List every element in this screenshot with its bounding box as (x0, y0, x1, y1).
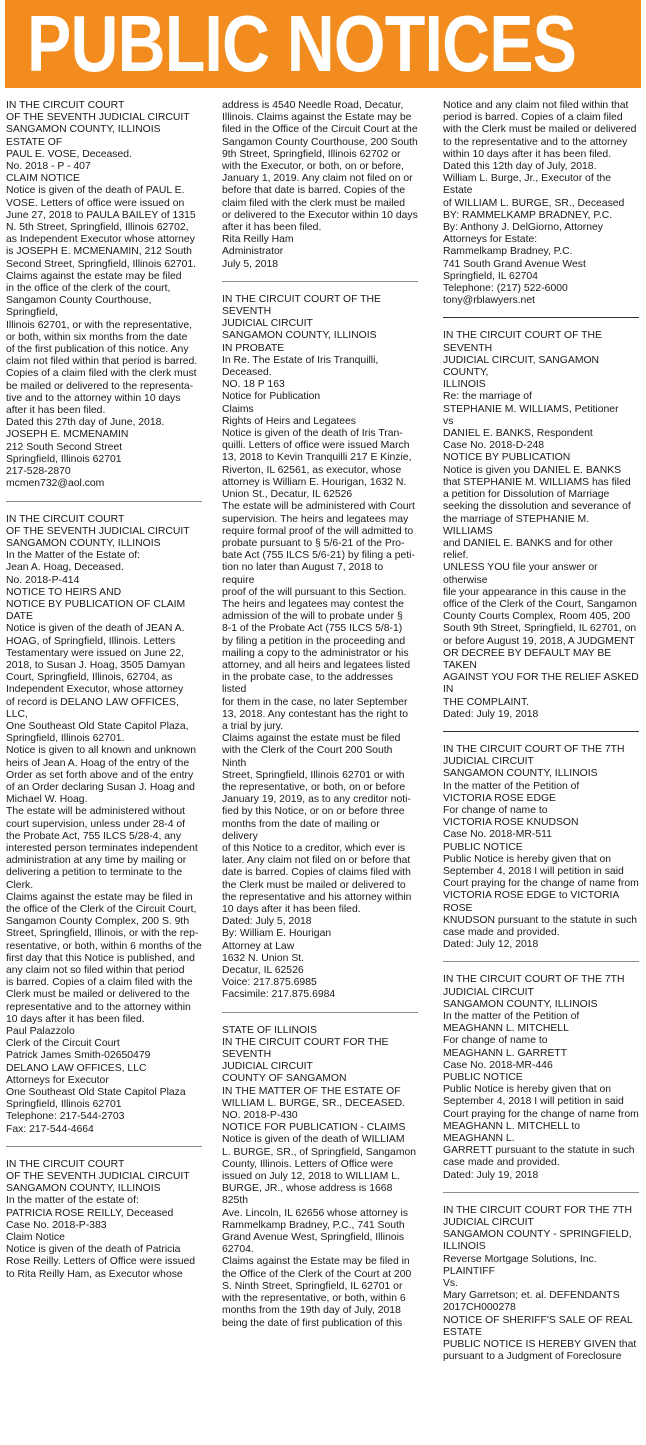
notice-line: Sangamon County Courthouse, 200 South (222, 136, 418, 148)
notice-line: STATE OF ILLINOIS (222, 1024, 317, 1036)
notice-line: Notice and any claim not filed within that (443, 100, 629, 111)
notice-line: L. BURGE, SR., of Springfield, Sangamon (222, 1146, 417, 1158)
notice-line: S. Ninth Street, Springfield, IL 62701 or (222, 1280, 403, 1292)
notice-line: Case No. 2018-MR-446 (443, 1059, 553, 1071)
notice-line: of an Order declaring Susan J. Hoag and (6, 781, 195, 793)
notice-line: tion no later than August 7, 2018 to require (222, 562, 384, 586)
notice-line: with the Executor, or both, on or before, (222, 161, 404, 173)
notice-line: William L. Burge, Jr., Executor of the Estate (443, 173, 612, 197)
notice-line: Telephone: 217-544-2703 (6, 1111, 125, 1123)
notice-line: address is 4540 Needle Road, Decatur, (222, 100, 404, 111)
notice-line: DANIEL E. BANKS, Respondent (443, 428, 593, 440)
notice-line: The heirs and legatees may contest the (222, 598, 404, 610)
notice-line: with the Clerk of the Court 200 South Ninth (222, 745, 393, 769)
notice-line: claim not filed within that period is barred. (6, 356, 198, 368)
notice-line: In the matter of the Petition of (443, 1011, 580, 1023)
notice-line: within 10 days after it has been filed. (443, 148, 612, 160)
notice-line: PUBLIC NOTICE IS HEREBY GIVEN that (443, 1339, 637, 1351)
notice-line: For change of name to (443, 1035, 548, 1047)
notice-line: quilli. Letters of office were issued March (222, 440, 410, 452)
notice-line: Rammelkamp Bradney, P.C. (443, 246, 573, 258)
notice-line: heirs of Jean A. Hoag of the entry of the (6, 757, 190, 769)
notice-line: of this Notice to a creditor, which ever is (222, 842, 406, 854)
notice-line: Mary Garretson; et. al. DEFENDANTS (443, 1290, 620, 1302)
notice-line: first day that this Notice is published, and (6, 952, 195, 964)
notice-line: Claim Notice (6, 1232, 65, 1244)
notice-line: Rights of Heirs and Legatees (222, 415, 357, 427)
notice-line: Sangamon County Courthouse, Springfield, (6, 295, 152, 319)
notice-line: Voice: 217.875.6985 (222, 977, 317, 989)
legal-notice (443, 744, 639, 951)
notice-line: 13, 2018 to Kevin Tranquilli 217 E Kinzie, (222, 452, 412, 464)
notice-line: before that date is barred. Copies of the (222, 185, 406, 197)
notice-line: NOTICE OF SHERIFF'S SALE OF REAL (443, 1314, 633, 1326)
notice-line: MEAGHANN L. MITCHELL to MEAGHANN L. (443, 1120, 581, 1145)
notice-line: Notice is given of the death of WILLIAM (222, 1134, 405, 1146)
notice-line: Rammelkamp Bradney, P.C., 741 South (222, 1219, 405, 1231)
notice-line: Dated: July 12, 2018 (443, 939, 539, 951)
notice-line: BURGE, JR., whose address is 1668 825th (222, 1183, 393, 1207)
notice-line: Illinois. Claims against the Estate may be (222, 112, 412, 124)
notice-line: claim filed with the clerk must be mailed (222, 197, 406, 209)
notice-line: any claim not so filed within that period (6, 965, 185, 977)
notice-line: Case No. 2018-MR-511 (443, 829, 552, 841)
notice-line: Notice is given you DANIEL E. BANKS (443, 464, 622, 476)
notice-line: CLAIM NOTICE (6, 173, 80, 185)
notice-line: the Clerk must be mailed or delivered to (222, 879, 406, 891)
notice-line: office of the Clerk of the Court, Sangamon (443, 598, 637, 610)
legal-notice (443, 100, 639, 307)
notice-line: September 4, 2018 I will petition in said (443, 865, 624, 877)
notice-line: Riverton, IL 62561, as executor, whose (222, 464, 402, 476)
notice-line: admission of the will to probate under § (222, 611, 403, 623)
notice-line: Telephone: (217) 522-6000 (443, 283, 568, 295)
notice-line: attorney is William E. Hourigan, 1632 N. (222, 476, 407, 488)
notice-divider (6, 501, 202, 502)
notice-line: The estate will be administered without (6, 806, 186, 818)
notice-line: delivering a petition to terminate to the (6, 867, 183, 879)
notice-line: Notice is given to all known and unknown (6, 745, 197, 757)
notice-line: 212 South Second Street (6, 441, 123, 453)
notice-line: Claims against the estate must be filed (222, 733, 401, 745)
notice-divider (443, 961, 639, 962)
notice-line: filed in the Office of the Circuit Court at the (222, 124, 418, 136)
notice-line: BY: RAMMELKAMP BRADNEY, P.C. (443, 209, 613, 221)
notice-line: OF THE SEVENTH JUDICIAL CIRCUIT (6, 112, 190, 124)
notice-line: seeking the dissolution and severance of (443, 501, 631, 513)
notice-line: Copies of a claim filed with the clerk must (6, 368, 197, 380)
notice-line: OR DECREE BY DEFAULT MAY BE TAKEN (443, 647, 612, 671)
notice-line: Patrick James Smith-02650479 (6, 1050, 151, 1062)
notice-line: IN THE CIRCUIT COURT OF THE SEVENTH (443, 330, 602, 354)
section-title: PUBLIC NOTICES (27, 0, 577, 88)
notice-line: PUBLIC NOTICE (443, 841, 523, 853)
notice-line: AGAINST YOU FOR THE RELIEF ASKED IN (443, 672, 639, 696)
notice-line: In the Matter of the Estate of: (6, 550, 140, 562)
notice-line: the representative, or both, on or before (222, 781, 406, 793)
notice-line: OF THE SEVENTH JUDICIAL CIRCUIT (6, 525, 190, 537)
notice-line: Public Notice is hereby given that on (443, 1084, 612, 1096)
notice-line: Reverse Mortgage Solutions, Inc. (443, 1253, 597, 1265)
notice-line: later. Any claim not filed on or before that (222, 855, 411, 867)
notice-line: is barred. Copies of a claim filed with the (6, 977, 193, 989)
notice-line: JOSEPH E. MCMENAMIN (6, 429, 129, 441)
notices-column-2 (222, 100, 418, 1330)
notice-line: By: Anthony J. DelGiorno, Attorney (443, 222, 603, 234)
notice-line: file your appearance in this cause in the (443, 586, 627, 598)
notice-line: IN THE CIRCUIT COURT (6, 1158, 125, 1170)
notice-divider (222, 281, 418, 282)
notice-line: For change of name to (443, 804, 548, 816)
notice-line: The estate will be administered with Court (222, 501, 415, 513)
notice-line: ESTATE (443, 1326, 482, 1338)
notice-line: a trial by jury. (222, 720, 284, 732)
notice-line: months from the date of mailing or delivery (222, 818, 380, 842)
legal-notice (222, 1025, 418, 1330)
notice-line: a petition for Dissolution of Marriage (443, 489, 610, 501)
notice-line: Paul Palazzolo (6, 1026, 75, 1038)
notice-line: September 4, 2018 I will petition in said (443, 1096, 624, 1108)
notice-line: Claims against the estate may be filed (6, 270, 182, 282)
notice-line: Union St., Decatur, IL 62526 (222, 489, 353, 501)
legal-notice (222, 100, 418, 271)
notice-line: In Re. The Estate of Iris Tranquilli, (222, 354, 379, 366)
notice-line: Case No. 2018-D-248 (443, 440, 545, 452)
notice-line: County, Illinois. Letters of Office were (222, 1158, 394, 1170)
notice-line: Rita Reilly Ham (222, 234, 294, 246)
notice-line: SANGAMON COUNTY, ILLINOIS (6, 1183, 161, 1195)
notice-line: PATRICIA ROSE REILLY, Deceased (6, 1207, 174, 1219)
notice-line: 2018, to Susan J. Hoag, 3505 Damyan (6, 659, 186, 671)
notice-line: tive and to the attorney within 10 days (6, 392, 181, 404)
notice-line: N. 5th Street, Springfield, Illinois 62702, (6, 222, 189, 234)
notice-line: 1632 N. Union St. (222, 952, 305, 964)
notice-divider (222, 1012, 418, 1013)
notice-line: date is barred. Copies of claims filed with (222, 867, 411, 879)
notice-line: Dated this 12th day of July, 2018. (443, 161, 597, 173)
notice-line: Decatur, IL 62526 (222, 965, 304, 977)
notice-line: in the probate case, to the addresses listed (222, 672, 393, 696)
notice-line: SANGAMON COUNTY, ILLINOIS (6, 537, 161, 549)
notice-line: SANGAMON COUNTY, ILLINOIS (6, 124, 161, 136)
notice-line: County Courts Complex, Room 405, 200 (443, 611, 631, 623)
notice-line: COUNTY OF SANGAMON (222, 1073, 347, 1085)
notices-column-3 (443, 100, 639, 1364)
notice-line: Notice is given of the death of JEAN A. (6, 623, 185, 635)
notice-line: No. 2018 - P - 407 (6, 161, 91, 173)
notice-line: in the office of the clerk of the court, (6, 283, 171, 295)
notice-line: Dated: July 19, 2018 (443, 708, 539, 720)
notice-line: the office of the Clerk of the Circuit Court, (6, 904, 197, 915)
notice-line: MEAGHANN L. MITCHELL (443, 1023, 569, 1035)
notice-line: Order as set forth above and of the entry (6, 769, 194, 781)
notice-line: Public Notice is hereby given that on (443, 853, 612, 865)
notice-line: resentative, or both, within 6 months of the (6, 940, 202, 952)
notice-line: Ave. Lincoln, IL 62656 whose attorney is (222, 1207, 408, 1219)
notice-divider (443, 1192, 639, 1193)
notice-line: Clerk of the Circuit Court (6, 1038, 120, 1050)
notice-line: after it has been filed. (222, 222, 322, 234)
notice-line: Notice is given of the death of Patricia (6, 1244, 181, 1256)
notice-line: or before August 19, 2018, A JUDGMENT (443, 635, 635, 647)
notice-line: Dated: July 19, 2018 (443, 1169, 539, 1181)
notice-line: the representative and his attorney within (222, 891, 412, 903)
notice-line: STEPHANIE M. WILLIAMS, Petitioner (443, 403, 619, 415)
notice-line: bate Act (755 ILCS 5/6-21) by filing a peti- (222, 550, 415, 562)
notice-line: months from the 19th day of July, 2018 (222, 1305, 401, 1317)
notice-line: UNLESS YOU file your answer or otherwise (443, 562, 598, 586)
notice-line: South 9th Street, Springfield, IL 62701, on (443, 623, 637, 635)
notice-line: mailing a copy to the administrator or his (222, 647, 409, 659)
notice-line: IN THE CIRCUIT COURT FOR THE SEVENTH (222, 1036, 389, 1061)
notice-line: OF THE SEVENTH JUDICIAL CIRCUIT (6, 1171, 190, 1183)
notice-line: HOAG, of Springfield, Illinois. Letters (6, 635, 176, 647)
notice-line: Fax: 217-544-4664 (6, 1123, 94, 1135)
notice-line: WILLIAM L. BURGE, SR., DECEASED. (222, 1097, 406, 1109)
notice-line: Notice is given of the death of Iris Tran- (222, 428, 403, 440)
notice-line: JUDICIAL CIRCUIT (222, 1061, 313, 1073)
notice-line: pursuant to a Judgment of Foreclosure (443, 1351, 622, 1363)
notice-line: Springfield, Illinois 62701 (6, 453, 122, 465)
notice-line: case made and provided. (443, 927, 560, 938)
notice-line: Springfield, Illinois 62701 (6, 1099, 122, 1111)
notice-line: NOTICE BY PUBLICATION OF CLAIM DATE (6, 598, 186, 623)
notice-line: MEAGHANN L. GARRETT (443, 1047, 568, 1059)
notice-line: Attorneys for Executor (6, 1074, 109, 1086)
notice-line: No. 2018-P-414 (6, 574, 80, 586)
notice-line: ESTATE OF (6, 136, 63, 148)
notice-line: Street, Springfield, Illinois, or with the rep- (6, 928, 199, 940)
notice-line: tony@rblawyers.net (443, 295, 535, 307)
notice-line: administration at any time by mailing or (6, 855, 187, 867)
notice-line: IN THE MATTER OF THE ESTATE OF (222, 1085, 401, 1097)
notice-line: Court, Springfield, Illinois, 62704, as (6, 672, 173, 684)
notice-line: ILLINOIS (443, 379, 486, 391)
notice-line: DELANO LAW OFFICES, LLC (6, 1062, 147, 1074)
notice-line: Attorney at Law (222, 940, 295, 952)
notice-line: ILLINOIS (443, 1241, 486, 1253)
notice-line: fied by this Notice, or on or before three (222, 806, 405, 818)
notice-line: One Southeast Old State Capitol Plaza (6, 1087, 186, 1099)
notice-line: PLAINTIFF (443, 1265, 495, 1277)
notice-line: be mailed or delivered to the representa- (6, 380, 194, 392)
notice-line: 8-1 of the Probate Act (755 ILCS 5/8-1) (222, 623, 403, 635)
notice-line: Case No. 2018-P-383 (6, 1219, 107, 1231)
notice-divider (6, 1146, 202, 1147)
notice-line: being the date of first publication of this (222, 1317, 403, 1329)
notice-line: Michael W. Hoag. (6, 794, 88, 806)
notice-line: of WILLIAM L. BURGE, SR., Deceased (443, 197, 625, 209)
notice-line: Claims against the estate may be filed in (6, 891, 193, 903)
notice-line: and DANIEL E. BANKS and for other relief. (443, 537, 613, 562)
notice-line: Dated this 27th day of June, 2018. (6, 417, 165, 429)
notice-line: Springfield, IL 62704 (443, 270, 538, 282)
notice-line: Claims against the Estate may be filed in (222, 1256, 410, 1268)
notice-line: period is barred. Copies of a claim filed (443, 112, 623, 124)
notice-line: VICTORIA ROSE KNUDSON (443, 817, 579, 829)
notice-line: 9th Street, Springfield, Illinois 62702 or (222, 148, 401, 160)
notice-line: VICTORIA ROSE EDGE (443, 792, 556, 804)
notice-line: Testamentary were issued on June 22, (6, 647, 184, 659)
notice-line: 10 days after it has been filed. (222, 904, 361, 915)
legal-notice (6, 100, 202, 491)
notice-line: SANGAMON COUNTY, ILLINOIS (222, 330, 377, 342)
notices-column-1 (6, 100, 202, 1281)
notice-line: the Office of the Clerk of the Court at 200 (222, 1268, 412, 1280)
notice-line: representative and to the attorney within (6, 1001, 191, 1013)
notice-line: case made and provided. (443, 1157, 560, 1169)
notice-line: interested person terminates independent (6, 842, 198, 854)
notice-line: NOTICE BY PUBLICATION (443, 452, 571, 464)
notice-line: In the matter of the Petition of (443, 780, 580, 792)
section-banner (5, 0, 641, 88)
notice-line: IN THE CIRCUIT COURT (6, 100, 125, 111)
notice-line: NOTICE TO HEIRS AND (6, 586, 122, 598)
notice-line: mcmen732@aol.com (6, 478, 105, 490)
notice-line: for them in the case, no later September (222, 696, 408, 708)
notice-line: after it has been filed. (6, 405, 106, 417)
notice-line: Street, Springfield, Illinois 62701 or with (222, 769, 405, 781)
notice-line: JUDICIAL CIRCUIT (443, 986, 534, 998)
notice-line: as Independent Executor whose attorney (6, 234, 195, 246)
notice-line: SANGAMON COUNTY, ILLINOIS (443, 768, 598, 780)
notice-line: 217-528-2870 (6, 466, 71, 478)
notice-line: 2017CH000278 (443, 1302, 516, 1314)
notice-line: IN PROBATE (222, 342, 285, 354)
notice-line: Second Street, Springfield, Illinois 62701. (6, 258, 197, 270)
notice-line: Dated: July 5, 2018 (222, 916, 312, 928)
notice-line: IN THE CIRCUIT COURT OF THE 7TH (443, 743, 625, 755)
notice-line: proof of the will pursuant to this Section. (222, 586, 407, 598)
notice-line: Claims (222, 403, 254, 415)
notice-line: issued on July 12, 2018 to WILLIAM L. (222, 1171, 400, 1183)
notice-line: supervision. The heirs and legatees may (222, 513, 409, 525)
notice-line: One Southeast Old State Capitol Plaza, (6, 720, 189, 732)
notice-line: Notice is given of the death of PAUL E. (6, 185, 185, 197)
notice-line: IN THE CIRCUIT COURT (6, 513, 125, 525)
notice-line: Grand Avenue West, Springfield, Illinois (222, 1232, 405, 1244)
notice-line: with the Clerk must be mailed or delivered (443, 124, 637, 136)
notice-line: JUDICIAL CIRCUIT (443, 1217, 534, 1229)
notice-line: JUDICIAL CIRCUIT (443, 756, 534, 768)
notice-line: PUBLIC NOTICE (443, 1072, 523, 1084)
notice-line: June 27, 2018 to PAULA BAILEY of 1315 (6, 209, 196, 221)
notice-line: By: William E. Hourigan (222, 928, 332, 940)
notice-line: THE COMPLAINT. (443, 696, 530, 708)
notice-line: Sangamon County Complex, 200 S. 9th (6, 916, 190, 928)
notice-line: GARRETT pursuant to the statute in such (443, 1145, 635, 1157)
notice-line: Facsimile: 217.875.6984 (222, 989, 336, 1001)
notice-line: In the matter of the estate of: (6, 1195, 139, 1207)
notice-line: Illinois 62701, or with the representative, (6, 319, 192, 331)
notice-line: NO. 18 P 163 (222, 379, 285, 391)
legal-notice (443, 330, 639, 721)
notice-line: July 5, 2018 (222, 258, 279, 270)
notice-line: the Probate Act, 755 ILCS 5/28-4, any (6, 830, 182, 842)
notice-line: Independent Executor, whose attorney (6, 684, 184, 696)
notice-line: NOTICE FOR PUBLICATION - CLAIMS (222, 1122, 406, 1134)
notice-line: 10 days after it has been filed. (6, 1013, 145, 1025)
notice-line: of the first publication of this notice. Any (6, 344, 189, 356)
notice-line: Court praying for the change of name from (443, 1108, 639, 1120)
notice-line: Springfield, Illinois 62701. (6, 733, 125, 745)
notice-line: probate pursuant to § 5/6-21 of the Pro- (222, 537, 405, 549)
notice-line: by filing a petition in the proceeding and (222, 635, 406, 647)
notice-line: 741 South Grand Avenue West (443, 258, 586, 270)
notice-line: court supervision, unless under 28-4 of (6, 818, 186, 830)
notice-line: January 1, 2019. Any claim not filed on or (222, 173, 413, 185)
notice-line: 62704. (222, 1244, 254, 1256)
legal-notice (6, 514, 202, 1136)
notice-line: require formal proof of the will admitted to (222, 525, 414, 537)
notice-line: Jean A. Hoag, Deceased. (6, 562, 124, 574)
notice-line: vs (443, 415, 454, 427)
notice-line: January 19, 2019, as to any creditor noti- (222, 794, 411, 806)
notice-line: KNUDSON pursuant to the statute in such (443, 914, 638, 926)
notice-line: VICTORIA ROSE EDGE to VICTORIA ROSE (443, 890, 619, 914)
notice-line: SANGAMON COUNTY - SPRINGFIELD, (443, 1229, 632, 1241)
legal-notice (443, 1205, 639, 1364)
legal-notice (222, 294, 418, 1002)
notice-line: with the representative, or both, within 6 (222, 1293, 406, 1305)
notice-line: Clerk must be mailed or delivered to the (6, 989, 190, 1001)
notice-line: the marriage of STEPHANIE M. WILLIAMS (443, 513, 590, 537)
legal-notice (6, 1159, 202, 1281)
notice-line: that STEPHANIE M. WILLIAMS has filed (443, 476, 631, 488)
notice-line: 13, 2018. Any contestant has the right to (222, 708, 409, 720)
notice-line: VOSE. Letters of office were issued on (6, 197, 185, 209)
legal-notice (443, 974, 639, 1181)
notice-line: of record is DELANO LAW OFFICES, LLC, (6, 696, 179, 720)
notice-divider (443, 317, 639, 318)
notice-line: Court praying for the change of name from (443, 878, 639, 890)
notice-line: Attorneys for Estate: (443, 234, 538, 246)
notice-line: attorney, and all heirs and legatees listed (222, 659, 411, 671)
notice-line: or both, within six months from the date (6, 331, 188, 343)
notice-line: or delivered to the Executor within 10 days (222, 209, 418, 221)
notice-line: Deceased. (222, 367, 272, 379)
notice-divider (443, 731, 639, 732)
notice-line: JUDICIAL CIRCUIT, SANGAMON COUNTY, (443, 354, 600, 379)
notice-line: SANGAMON COUNTY, ILLINOIS (443, 998, 598, 1010)
notice-line: Administrator (222, 246, 284, 258)
notice-line: IN THE CIRCUIT COURT OF THE SEVENTH (222, 293, 381, 318)
notice-line: Clerk. (6, 879, 34, 891)
notice-line: to the representative and to the attorney (443, 136, 628, 148)
notice-line: Notice for Publication (222, 391, 321, 403)
notice-line: NO. 2018-P-430 (222, 1110, 298, 1122)
notice-line: IN THE CIRCUIT COURT FOR THE 7TH (443, 1204, 632, 1216)
notice-line: is JOSEPH E. MCMENAMIN, 212 South (6, 246, 192, 258)
notice-line: PAUL E. VOSE, Deceased. (6, 148, 132, 160)
notice-line: IN THE CIRCUIT COURT OF THE 7TH (443, 974, 625, 986)
notice-line: to Rita Reilly Ham, as Executor whose (6, 1268, 183, 1280)
notice-line: Re: the marriage of (443, 391, 532, 403)
notice-line: JUDICIAL CIRCUIT (222, 318, 313, 330)
notice-line: Rose Reilly. Letters of Office were issued (6, 1256, 196, 1268)
notice-line: Vs. (443, 1278, 459, 1290)
